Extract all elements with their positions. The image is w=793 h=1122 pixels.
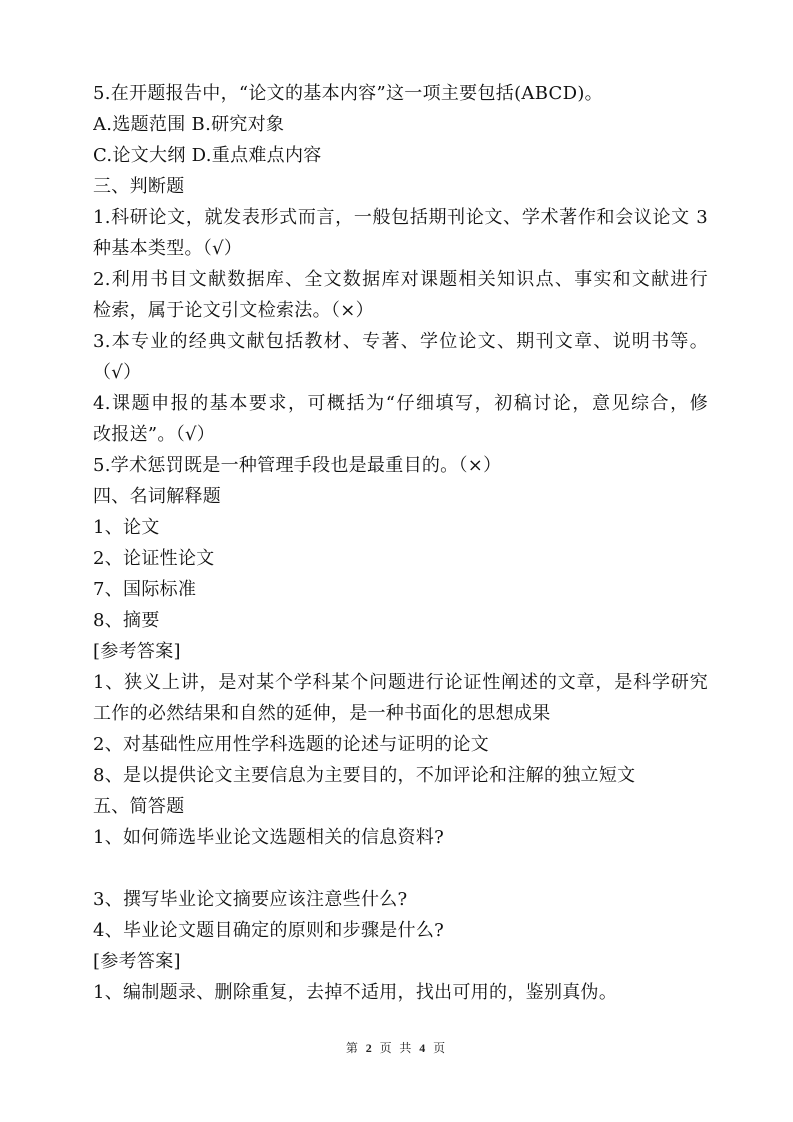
term-7: 7、国际标准 [93,579,197,600]
section-heading-terms: 四、名词解释题 [93,486,222,507]
section-heading-short-answer: 五、简答题 [93,796,185,817]
question-5-text: 5.在开题报告中，“论文的基本内容”这一项主要包括(ABCD)。 [93,83,603,104]
answer-1-line-2: 工作的必然结果和自然的延伸，是一种书面化的思想成果 [93,703,551,724]
option-a-b: A.选题范围 B.研究对象 [93,114,285,135]
current-page-number: 2 [365,1041,374,1055]
judgment-1-line-2: 种基本类型。（√） [93,238,243,259]
short-answer-1: 1、编制题录、删除重复，去掉不适用，找出可用的，鉴别真伪。 [93,982,618,1003]
total-page-number: 4 [419,1041,428,1055]
short-question-4: 4、毕业论文题目确定的原则和步骤是什么? [93,920,445,941]
answer-2: 2、对基础性应用性学科选题的论述与证明的论文 [93,734,490,755]
term-2: 2、论证性论文 [93,548,215,569]
answer-8: 8、是以提供论文主要信息为主要目的，不加评论和注解的独立短文 [93,765,636,786]
judgment-4-line-1: 4.课题申报的基本要求，可概括为“仔细填写，初稿讨论，意见综合，修 [93,393,708,414]
answer-1-line-1: 1、狭义上讲，是对某个学科某个问题进行论证性阐述的文章，是科学研究 [93,672,708,693]
reference-answer-label-1: [参考答案] [93,641,181,662]
judgment-4-line-2: 改报送”。（√） [93,424,216,445]
judgment-3-line-2: （√） [93,362,142,383]
reference-answer-label-2: [参考答案] [93,951,181,972]
judgment-2-line-1: 2.利用书目文献数据库、全文数据库对课题相关知识点、事实和文献进行 [93,269,708,290]
short-question-3: 3、撰写毕业论文摘要应该注意些什么? [93,889,408,910]
judgment-1-line-1: 1.科研论文，就发表形式而言，一般包括期刊论文、学术著作和会议论文 3 [93,207,708,228]
footer-middle: 页 共 [379,1041,414,1055]
judgment-3-line-1: 3.本专业的经典文献包括教材、专著、学位论文、期刊文章、说明书等。 [93,331,708,352]
short-question-1: 1、如何筛选毕业论文选题相关的信息资料? [93,827,445,848]
blank-line [93,853,708,884]
page-footer [0,1040,793,1056]
judgment-5: 5.学术惩罚既是一种管理手段也是最重目的。（×） [93,455,502,476]
option-c-d: C.论文大纲 D.重点难点内容 [93,145,322,166]
footer-suffix: 页 [433,1041,448,1055]
term-1: 1、论文 [93,517,160,538]
document-body [93,78,708,1008]
footer-prefix: 第 [345,1041,360,1055]
term-8: 8、摘要 [93,610,160,631]
section-heading-judgment: 三、判断题 [93,176,185,197]
judgment-2-line-2: 检索，属于论文引文检索法。（×） [93,300,374,321]
